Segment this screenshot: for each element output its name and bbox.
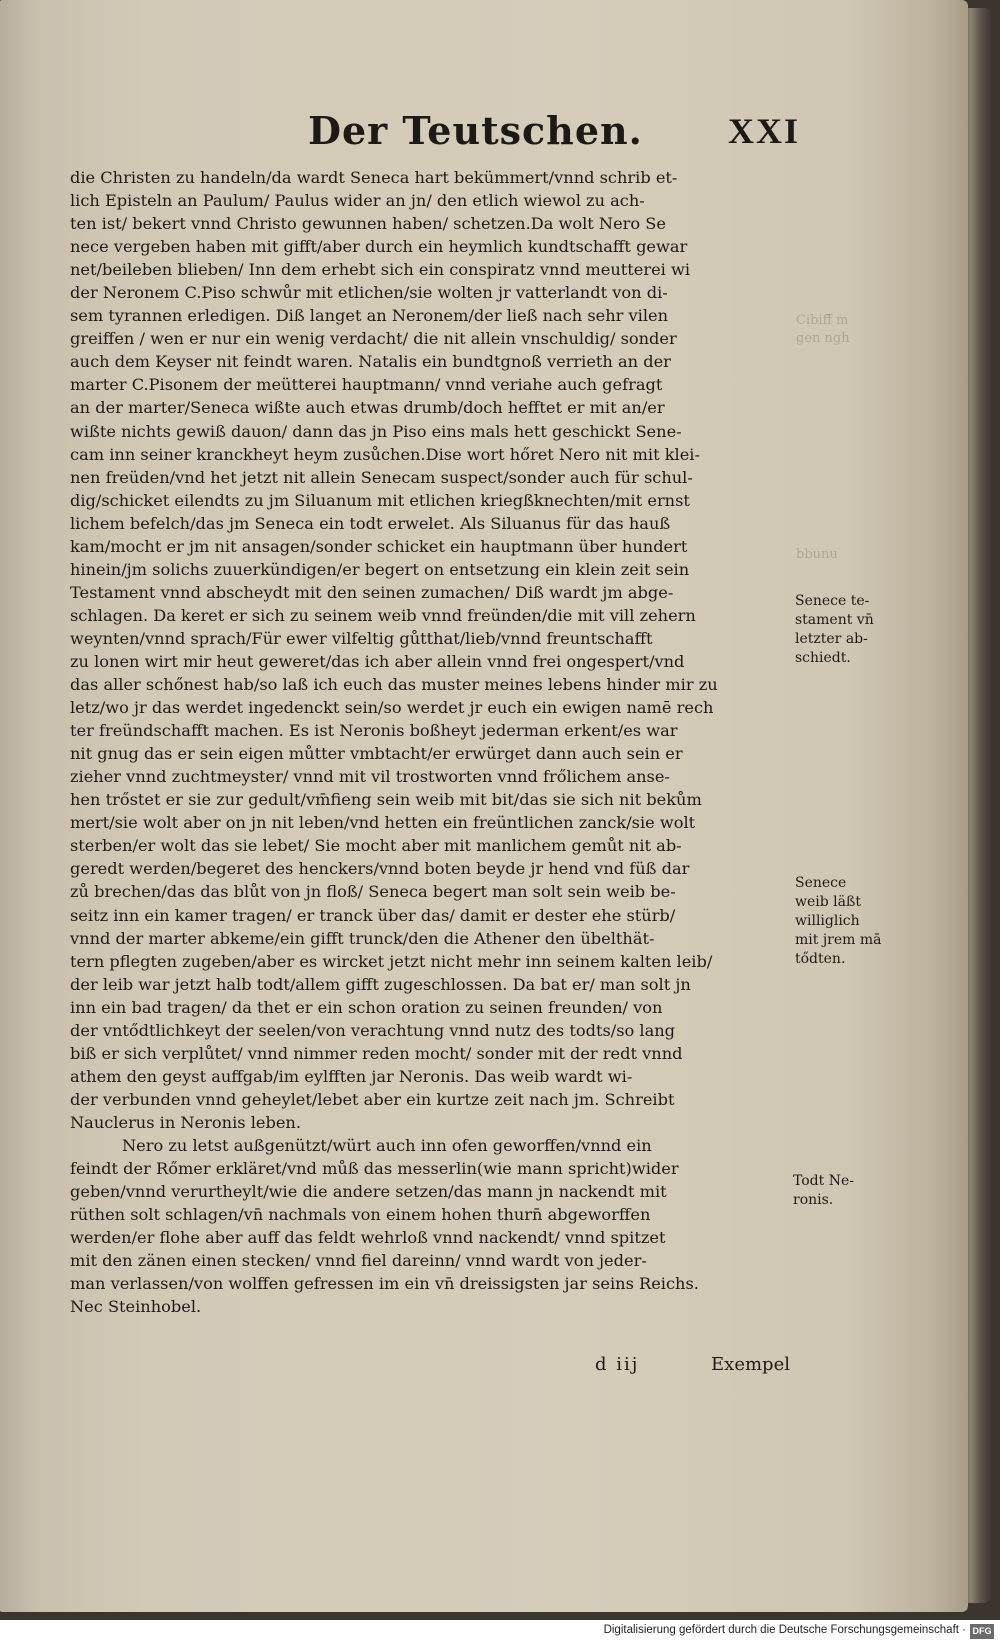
marginal-note-line: mit jrem mā [795,932,882,948]
running-head: Der Teutschen. [308,108,643,153]
text-line: man verlassen/von wolffen gefressen im ein vn̄ dreissigsten jar seins Reichs. [70,1274,699,1294]
text-line: biß er sich verplůtet/ vnnd nimmer reden mocht/ sonder mit der redt vnnd [70,1043,683,1063]
text-line: hinein/jm solichs zuuerkündigen/er begert on entsetzung ein klein zeit sein [70,559,690,579]
show-through-ghost-text: Cibiff̄ m gen ngh [796,313,850,346]
marginal-note-line: schiedt. [795,650,851,666]
text-line: mit den zänen einen stecken/ vnnd fiel dareinn/ vnnd wardt von jeder- [70,1251,647,1271]
page-header [70,108,800,164]
text-line: auch dem Keyser nit feindt waren. Natalis ein bundtgnoß verrieth an der [70,352,671,372]
main-text-block [70,166,790,1318]
text-line: zů brechen/das das blůt von jn floß/ Seneca begert man solt sein weib be- [70,882,676,902]
marginal-note-line: Senece te- [795,593,870,609]
text-line: die Christen zu handeln/da wardt Seneca hart bekümmert/vnnd schrib et- [70,168,678,187]
text-line: letz/wo jr das werdet ingedenckt sein/so werdet jr euch ein ewigen namē rech [70,698,714,718]
text-line: nece vergeben haben mit gifft/aber durch ein heymlich kundtschafft gewar [70,237,688,257]
show-through-ghost-text-2: bbunu [796,547,838,562]
marginal-note-line: stament vn̄ [795,612,874,628]
text-line: schlagen. Da keret er sich zu seinem weib vnnd freünden/die mit vill zehern [70,605,696,625]
signature-mark: d iij [595,1354,640,1375]
text-line: geben/vnnd verurtheylt/wie die andere setzen/das mann jn nackendt mit [70,1182,667,1202]
text-line: cam inn seiner kranckheyt heym zusůchen.Dise wort hőret Nero nit mit klei- [70,444,700,464]
text-line: feindt der Rőmer erkläret/vnd můß das messerlin(wie mann spricht)wider [70,1159,679,1179]
text-line: das aller schőnest hab/so laß ich euch das muster meines lebens hinder mir zu [70,675,718,695]
catchword: Exempel [711,1354,790,1375]
digitization-footer [0,1620,1000,1644]
marginal-note-line: tődten. [795,951,846,967]
text-line: seitz inn ein kamer tragen/ er tranck über das/ damit er dester ehe stürb/ [70,905,676,925]
marginal-note-line: Senece [795,875,847,891]
text-line: lich Episteln an Paulum/ Paulus wider an jn/ den etlich wiewol zu ach- [70,191,645,211]
text-line: tern pflegten zugeben/aber es wircket jetzt nicht mehr inn seinem kalten leib/ [70,951,713,971]
text-line: marter C.Pisonem der meütterei hauptmann/ vnnd veriahe auch gefragt [70,375,663,395]
text-line: der leib war jetzt halb todt/allem gifft zugeschlossen. Da bat er/ man solt jn [70,974,691,994]
text-line: mert/sie wolt aber on jn nit leben/vnd hetten ein freüntlichen zanck/sie wolt [70,813,696,833]
text-line: inn ein bad tragen/ da thet er ein schon oration zu seinen freunden/ von [70,997,663,1017]
page-footer-line [70,1354,790,1384]
text-line: Testament vnnd abscheydt mit den seinen zumachen/ Diß wardt jm abge- [70,582,674,602]
text-line: an der marter/Seneca wißte auch etwas drumb/doch hefftet er mit an/er [70,398,665,418]
text-line: der vntődtlichkeyt der seelen/von verachtung vnnd nutz des todts/so lang [70,1020,676,1040]
funding-credit: Digitalisierung gefördert durch die Deutsche Forschungsgemeinschaft · [603,1624,966,1636]
text-line: geredt werden/begeret des henckers/vnnd boten beyde jr hend vnd füß dar [70,859,690,879]
text-line: sterben/er wolt das sie lebet/ Sie mocht aber mit manlichem gemůt nit ab- [70,836,682,856]
text-line: hen trőstet er sie zur gedult/vm̄fieng sein weib mit bit/das sie sich nit bekům [70,790,702,810]
text-line: zieher vnnd zuchtmeyster/ vnnd mit vil trostworten vnnd frőlichem anse- [70,767,670,787]
text-line: nen freüden/vnd het jetzt nit allein Senecam suspect/sonder auch für schul- [70,467,693,487]
text-line: lichem befelch/das jm Seneca ein todt erwelet. Als Siluanus für das hauß [70,513,671,533]
text-line: der Neronem C.Piso schwůr mit etlichen/sie wolten jr vatterlandt von di- [70,283,668,303]
marginal-note-line: ronis. [793,1192,834,1208]
text-line: sem tyrannen erledigen. Diß langet an Neronem/der ließ nach sehr vilen [70,306,669,326]
marginal-note-line: Todt Ne- [793,1173,854,1189]
text-line: nit gnug das er sein eigen můtter vmbtacht/er erwürget dann auch sein er [70,744,683,764]
marginal-note-line: letzter ab- [795,631,868,647]
text-line: rüthen solt schlagen/vn̄ nachmals von einem hohen thurn̄ abgeworffen [70,1205,651,1225]
folio-number: XXI [727,111,800,151]
text-line: Nero zu letst außgenützt/würt auch inn ofen geworffen/vnnd ein [122,1135,652,1155]
text-line: zu lonen wirt mir heut geweret/das ich aber allein vnnd frei ongespert/vnd [70,651,685,671]
text-line: kam/mocht er jm nit ansagen/sonder schicket ein hauptmann über hundert [70,536,688,556]
text-line: greiffen / wen er nur ein wenig verdacht/ die nit allein vnschuldig/ sonder [70,329,677,349]
marginal-note-seneca-wife [795,874,895,969]
text-line: der verbunden vnnd geheylet/lebet aber ein kurtze zeit nach jm. Schreibt [70,1089,675,1109]
text-line: vnnd der marter abkeme/ein gifft trunck/den die Athener den übelthät- [70,928,655,948]
text-line: wißte nichts gewiß dauon/ dann das jn Piso eins mals hett geschickt Sene- [70,421,682,441]
marginal-note-line: williglich [795,913,860,929]
text-line: Nec Steinhobel. [70,1297,202,1317]
text-line: weynten/vnnd sprach/Für ewer vilfeltig gůtthat/lieb/vnnd freuntschafft [70,628,653,648]
text-line: ter freündschafft machen. Es ist Neronis boßheyt jederman erkent/es war [70,721,678,741]
text-line: dig/schicket eilendts zu jm Siluanum mit etlichen kriegßknechten/mit ernst [70,490,690,510]
marginal-note-death-nero [793,1172,893,1210]
marginal-note-seneca-testament [795,592,895,668]
text-line: net/beileben blieben/ Inn dem erhebt sich ein conspiratz vnnd meutterei wi [70,260,691,280]
dfg-logo-icon: DFG [970,1624,994,1639]
text-line: athem den geyst auffgab/im eylfften jar Neronis. Das weib wardt wi- [70,1066,633,1086]
marginal-note-line: weib läßt [795,894,861,910]
text-line: werden/er flohe aber auff das feldt wehrloß vnnd nackendt/ vnnd spitzet [70,1228,666,1248]
text-line: Nauclerus in Neronis leben. [70,1112,301,1132]
text-line: ten ist/ bekert vnnd Christo gewunnen haben/ schetzen.Da wolt Nero Se [70,214,666,234]
